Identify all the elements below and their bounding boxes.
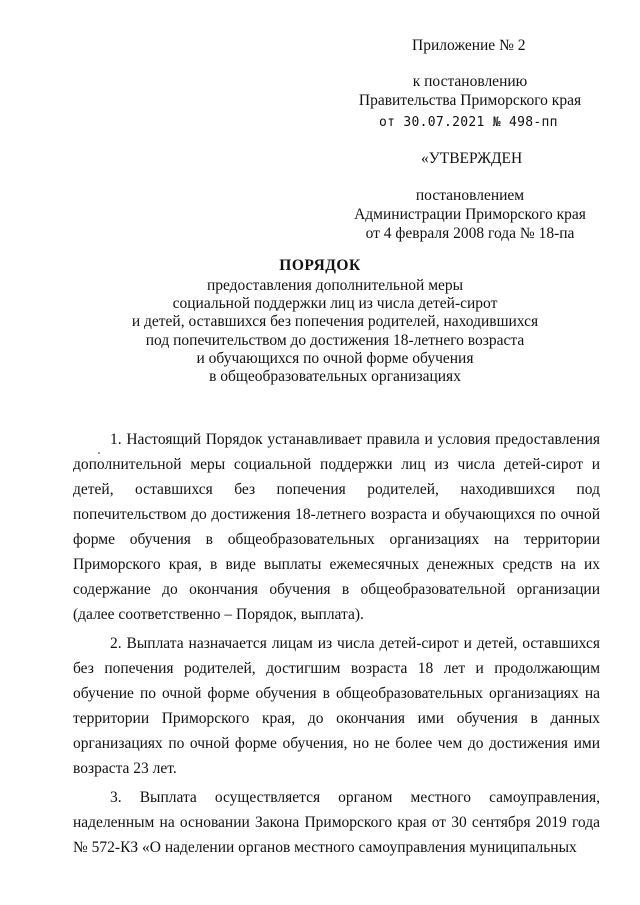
paragraph: 3. Выплата осуществляется органом местного самоуправления, наделенным на основании Закона Приморского края от 30 сентября 2019 года № 572-КЗ «О наделении органов местного самоуправления муниципальных	[73, 789, 600, 856]
resolution-reference	[350, 72, 590, 110]
resolution-line: к постановлению	[412, 73, 528, 90]
subtitle-line: предоставления дополнительной меры	[206, 277, 464, 294]
subtitle-line: и обучающихся по очной форме обучения	[196, 349, 474, 367]
paragraph: 1. Настоящий Порядок устанавливает правила и условия предоставления дополнительной меры социальной поддержки лиц из числа детей-сирот и детей, оставшихся без попечения родителей, находившихся под попечительством до достижения 18-летнего возраста и обучающихся по очной форме обучения в общеобразовательных организациях на территории Приморского края, в виде выплаты ежемесячных денежных средств на их содержание до окончания обучения в общеобразовательной организации (далее соответственно – Порядок, выплата).	[73, 431, 600, 623]
subtitle-line: в общеобразовательных организациях	[209, 368, 461, 386]
document-subtitle	[70, 277, 600, 386]
resolution-date-stamp: от 30.07.2021 № 498-пп	[379, 115, 558, 130]
approval-date: от 4 февраля 2008 года № 18-па	[365, 225, 575, 242]
appendix-label: Приложение № 2	[412, 37, 526, 54]
approval-issuer: Администрации Приморского края	[354, 206, 586, 223]
approved-label: «УТВЕРЖДЕН	[421, 150, 523, 167]
subtitle-line: и детей, оставшихся без попечения родителей, находившихся	[131, 313, 539, 331]
approval-reference	[345, 186, 595, 243]
paragraph: 2. Выплата назначается лицам из числа детей-сирот и детей, оставшихся без попечения родителей, достигшим возраста 18 лет и продолжающим обучение по очной форме обучения в общеобразовательных организациях на территории Приморского края, до окончания ими обучения в данных организациях по очной форме обучения, но не более чем до достижения ими возраста 23 лет.	[73, 635, 600, 777]
subtitle-line: социальной поддержки лиц из числа детей-сирот	[172, 295, 498, 313]
document-title: ПОРЯДОК	[279, 257, 361, 274]
approval-line: постановлением	[415, 187, 525, 204]
resolution-issuer: Правительства Приморского края	[358, 92, 582, 109]
document-body	[73, 427, 600, 864]
subtitle-line: под попечительством до достижения 18-летнего возраста	[145, 331, 525, 349]
